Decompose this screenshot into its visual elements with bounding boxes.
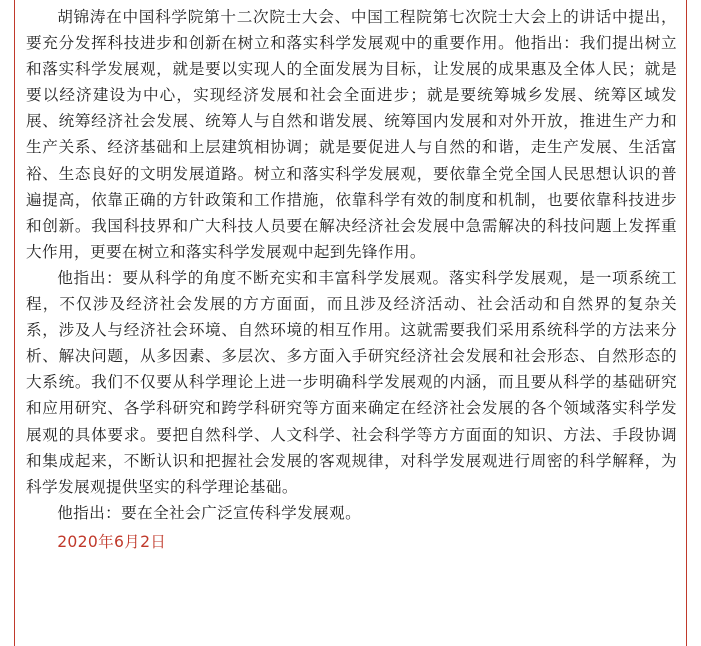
article-body — [26, 0, 677, 554]
publish-date: 2020年6月2日 — [57, 532, 167, 551]
paragraph-3: 他指出：要在全社会广泛宣传科学发展观。 — [57, 503, 362, 522]
paragraph-1: 胡锦涛在中国科学院第十二次院士大会、中国工程院第七次院士大会上的讲话中提出，要充分发挥科技进步和创新在树立和落实科学发展观中的重要作用。他指出：我们提出树立和落实科学发展观，就是要以实现人的全面发展为目标，让发展的成果惠及全体人民；就是要以经济建设为中心，实现经济发展和社会全面进步；就是要统筹城乡发展、统筹区域发展、统筹经济社会发展、统筹人与自然和谐发展、统筹国内发展和对外开放，推进生产力和生产关系、经济基础和上层建筑相协调；就是要促进人与自然的和谐，走生产发展、生活富裕、生态良好的文明发展道路。树立和落实科学发展观，要依靠全党全国人民思想认识的普遍提高，依靠正确的方针政策和工作措施，依靠科学有效的制度和机制，也要依靠科技进步和创新。我国科技界和广大科技人员要在解决经济社会发展中急需解决的科技问题上发挥重大作用，更要在树立和落实科学发展观中起到先锋作用。 — [26, 8, 677, 261]
paragraph-2: 他指出：要从科学的角度不断充实和丰富科学发展观。落实科学发展观，是一项系统工程，不仅涉及经济社会发展的方方面面，而且涉及经济活动、社会活动和自然界的复杂关系，涉及人与经济社会环境、自然环境的相互作用。这就需要我们采用系统科学的方法来分析、解决问题，从多因素、多层次、多方面入手研究经济社会发展和社会形态、自然形态的大系统。我们不仅要从科学理论上进一步明确科学发展观的内涵，而且要从科学的基础研究和应用研究、各学科研究和跨学科研究等方面来确定在经济社会发展的各个领域落实科学发展观的具体要求。要把自然科学、人文科学、社会科学等方方面面的知识、方法、手段协调和集成起来，不断认识和把握社会发展的客观规律，对科学发展观进行周密的科学解释，为科学发展观提供坚实的科学理论基础。 — [26, 268, 677, 496]
